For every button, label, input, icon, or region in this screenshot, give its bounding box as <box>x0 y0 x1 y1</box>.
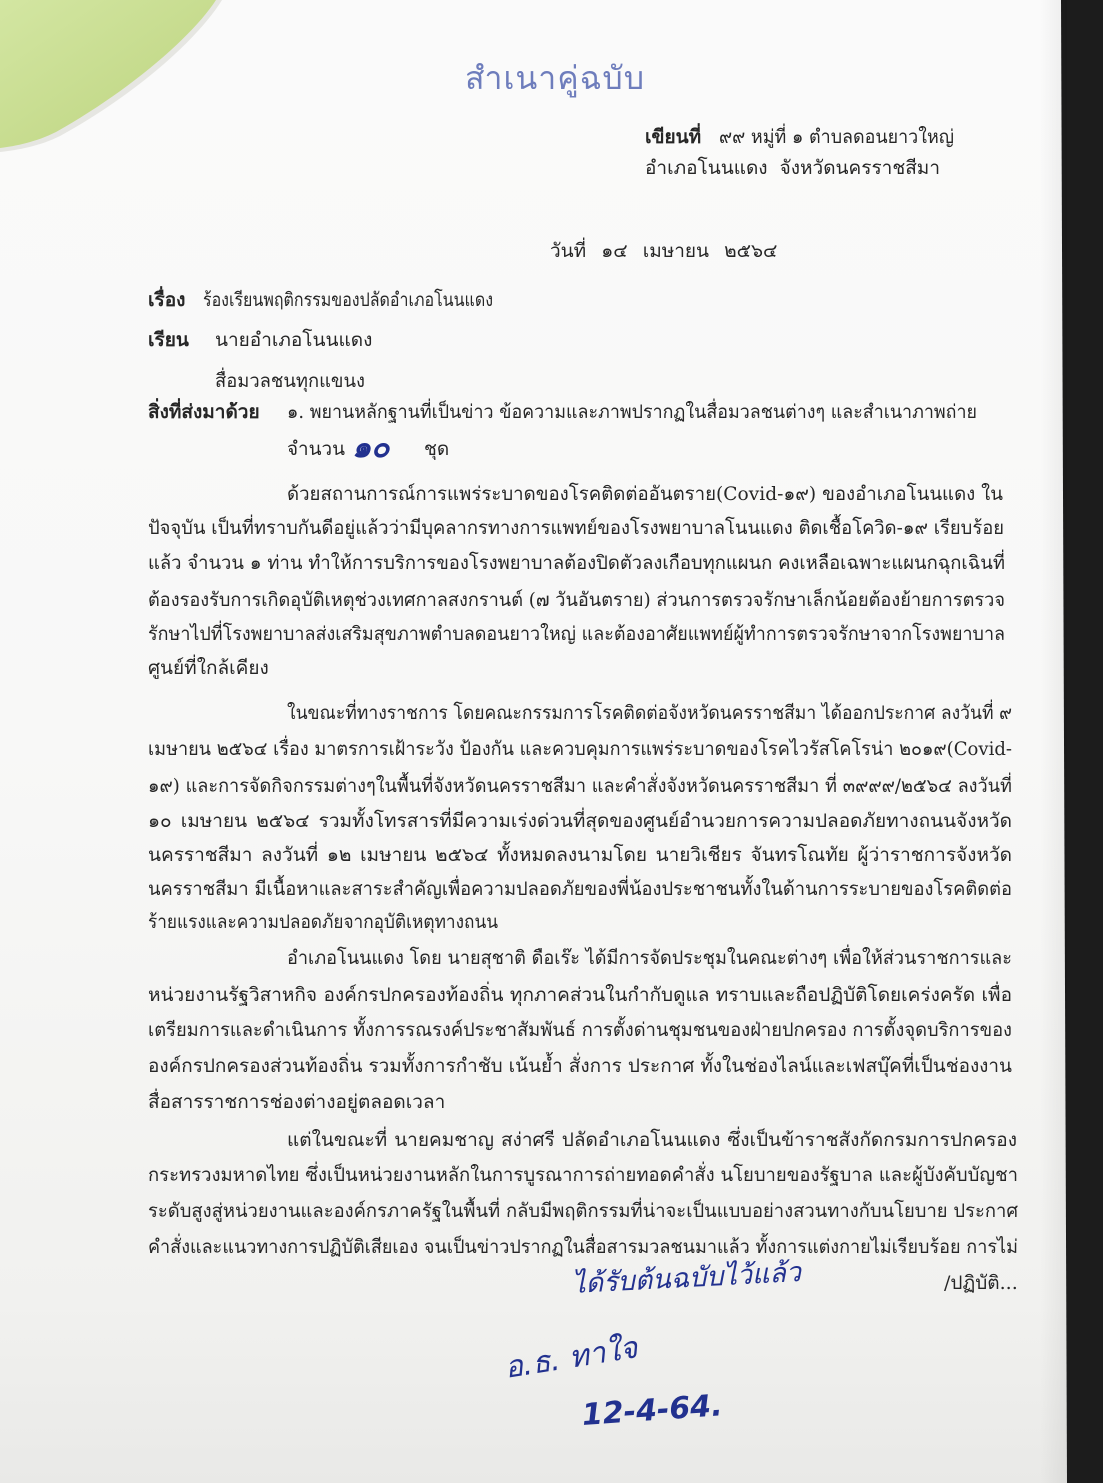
enclosure-count-suffix: ชุด <box>424 438 450 460</box>
recipient-1: นายอำเภอโนนแดง <box>215 329 373 351</box>
paragraph-2-line-3: ๑๙) และการจัดกิจกรรมต่างๆในพื้นที่จังหวัดนครราชสีมา และคำสั่งจังหวัดนครราชสีมา ที่ ๓๙๙๙/๒๕๖๔ ลงวันที่ <box>148 775 1012 797</box>
paragraph-1-line-1: ด้วยสถานการณ์การแพร่ระบาดของโรคติดต่ออันตราย(Covid-๑๙) ของอำเภอโนนแดง ใน <box>287 483 1003 505</box>
paragraph-1-line-2: ปัจจุบัน เป็นที่ทราบกันดีอยู่แล้วว่ามีบุคลากรทางการแพทย์ของโรงพยาบาลโนนแดง ติดเชื้อโควิด-๑๙ เรียบร้อย <box>148 517 1004 539</box>
enclosure-text: ๑. พยานหลักฐานที่เป็นข่าว ข้อความและภาพปรากฏในสื่อมวลชนต่างๆ และสำเนาภาพถ่าย <box>287 401 977 423</box>
green-backing <box>0 0 240 170</box>
enclosure-label: สิ่งที่ส่งมาด้วย <box>148 401 260 423</box>
paragraph-4-line-4: คำสั่งและแนวทางการปฏิบัติเสียเอง จนเป็นข่าวปรากฏในสื่อสารมวลชนมาแล้ว ทั้งการแต่งกายไม่เรียบร้อย การไม่ <box>148 1236 1018 1258</box>
handwritten-date: 12-4-64. <box>580 1388 724 1433</box>
paragraph-3-line-2: หน่วยงานรัฐวิสาหกิจ องค์กรปกครองท้องถิ่น ทุกภาคส่วนในกำกับดูแล ทราบและถือปฏิบัติโดยเคร่งครัด เพื่อ <box>148 984 1012 1006</box>
paragraph-3-line-5: สื่อสารราชการช่องต่างอยู่ตลอดเวลา <box>148 1091 446 1113</box>
paragraph-2-line-1: ในขณะที่ทางราชการ โดยคณะกรรมการโรคติดต่อจังหวัดนครราชสีมา ได้ออกประกาศ ลงวันที่ ๙ <box>287 702 1012 724</box>
paragraph-3-line-4: องค์กรปกครองส่วนท้องถิ่น รวมทั้งการกำชับ เน้นย้ำ สั่งการ ประกาศ ทั้งในช่องไลน์และเฟสบุ๊คที่เป็นช่องงาน <box>148 1055 1012 1077</box>
paragraph-2-line-2: เมษายน ๒๕๖๔ เรื่อง มาตรการเฝ้าระวัง ป้องกัน และควบคุมการแพร่ระบาดของโรคไวรัสโคโรน่า ๒๐๑๙(Covid- <box>148 738 1012 760</box>
paragraph-4-line-1: แต่ในขณะที่ นายคมชาญ สง่าศรี ปลัดอำเภอโนนแดง ซึ่งเป็นข้าราชสังกัดกรมการปกครอง <box>287 1129 1017 1151</box>
handwritten-receipt-note: ได้รับต้นฉบับไว้แล้ว <box>571 1257 802 1300</box>
written-at-value: ๙๙ หมู่ที่ ๑ ตำบลดอนยาวใหญ่ <box>719 126 954 148</box>
enclosure-count-handwritten: ๑๐ <box>352 430 390 465</box>
paragraph-2-line-4: ๑๐ เมษายน ๒๕๖๔ รวมทั้งโทรสารที่มีความเร่งด่วนที่สุดของศูนย์อำนวยการความปลอดภัยทางถนนจังหวัด <box>148 810 1012 832</box>
paragraph-3-line-3: เตรียมการและดำเนินการ ทั้งการรณรงค์ประชาสัมพันธ์ การตั้งด่านชุมชนของฝ่ายปกครอง การตั้งจุดบริการของ <box>148 1019 1012 1041</box>
continuation-marker: /ปฏิบัติ... <box>944 1272 1018 1294</box>
paper-edge-shadow <box>1040 0 1067 1483</box>
paragraph-1-line-3: แล้ว จำนวน ๑ ท่าน ทำให้การบริการของโรงพยาบาลต้องปิดตัวลงเกือบทุกแผนก คงเหลือเฉพาะแผนกฉุกเฉินที่ <box>148 552 1005 574</box>
paragraph-3-line-1: อำเภอโนนแดง โดย นายสุชาติ ดือเร๊ะ ได้มีการจัดประชุมในคณะต่างๆ เพื่อให้ส่วนราชการและ <box>287 947 1012 969</box>
paragraph-4-line-3: ระดับสูงสู่หน่วยงานและองค์กรภาครัฐในพื้นที่ กลับมีพฤติกรรมที่น่าจะเป็นแบบอย่างสวนทางกับนโยบาย ประกาศ <box>148 1200 1018 1222</box>
recipient-label: เรียน <box>148 329 189 351</box>
paragraph-4-line-2: กระทรวงมหาดไทย ซึ่งเป็นหน่วยงานหลักในการบูรณาการถ่ายทอดคำสั่ง นโยบายของรัฐบาล และผู้บังคับบัญชา <box>148 1164 1018 1186</box>
written-at-label: เขียนที่ <box>645 126 702 148</box>
paragraph-2-line-6: นครราชสีมา มีเนื้อหาและสาระสำคัญเพื่อความปลอดภัยของพี่น้องประชาชนทั้งในด้านการระบายของโรคติดต่อ <box>148 878 1012 900</box>
paragraph-1-line-4: ต้องรองรับการเกิดอุบัติเหตุช่วงเทศกาลสงกรานต์ (๗ วันอันตราย) ส่วนการตรวจรักษาเล็กน้อยต้องย้ายการตรวจ <box>148 589 1005 611</box>
paragraph-1-line-6: ศูนย์ที่ใกล้เคียง <box>148 657 269 679</box>
enclosure-count-prefix: จำนวน <box>287 438 345 460</box>
paragraph-2-line-5: นครราชสีมา ลงวันที่ ๑๒ เมษายน ๒๕๖๔ ทั้งหมดลงนามโดย นายวิเชียร จันทรโณทัย ผู้ว่าราชการจังหวัด <box>148 844 1012 866</box>
handwritten-signature: อ.ธ. ทาใจ <box>502 1330 640 1386</box>
subject-text: ร้องเรียนพฤติกรรมของปลัดอำเภอโนนแดง <box>203 289 493 311</box>
paragraph-2-line-7: ร้ายแรงและความปลอดภัยจากอุบัติเหตุทางถนน <box>148 911 498 933</box>
paragraph-1-line-5: รักษาไปที่โรงพยาบาลส่งเสริมสุขภาพตำบลดอนยาวใหญ่ และต้องอาศัยแพทย์ผู้ทำการตรวจรักษาจากโรงพยาบาล <box>148 623 1005 645</box>
copy-stamp: สำเนาคู่ฉบับ <box>464 59 646 97</box>
address-line-2: อำเภอโนนแดง จังหวัดนครราชสีมา <box>645 157 940 179</box>
letter-date: วันที่ ๑๔ เมษายน ๒๕๖๔ <box>550 240 778 262</box>
subject-label: เรื่อง <box>148 289 186 311</box>
recipient-2: สื่อมวลชนทุกแขนง <box>215 370 365 392</box>
